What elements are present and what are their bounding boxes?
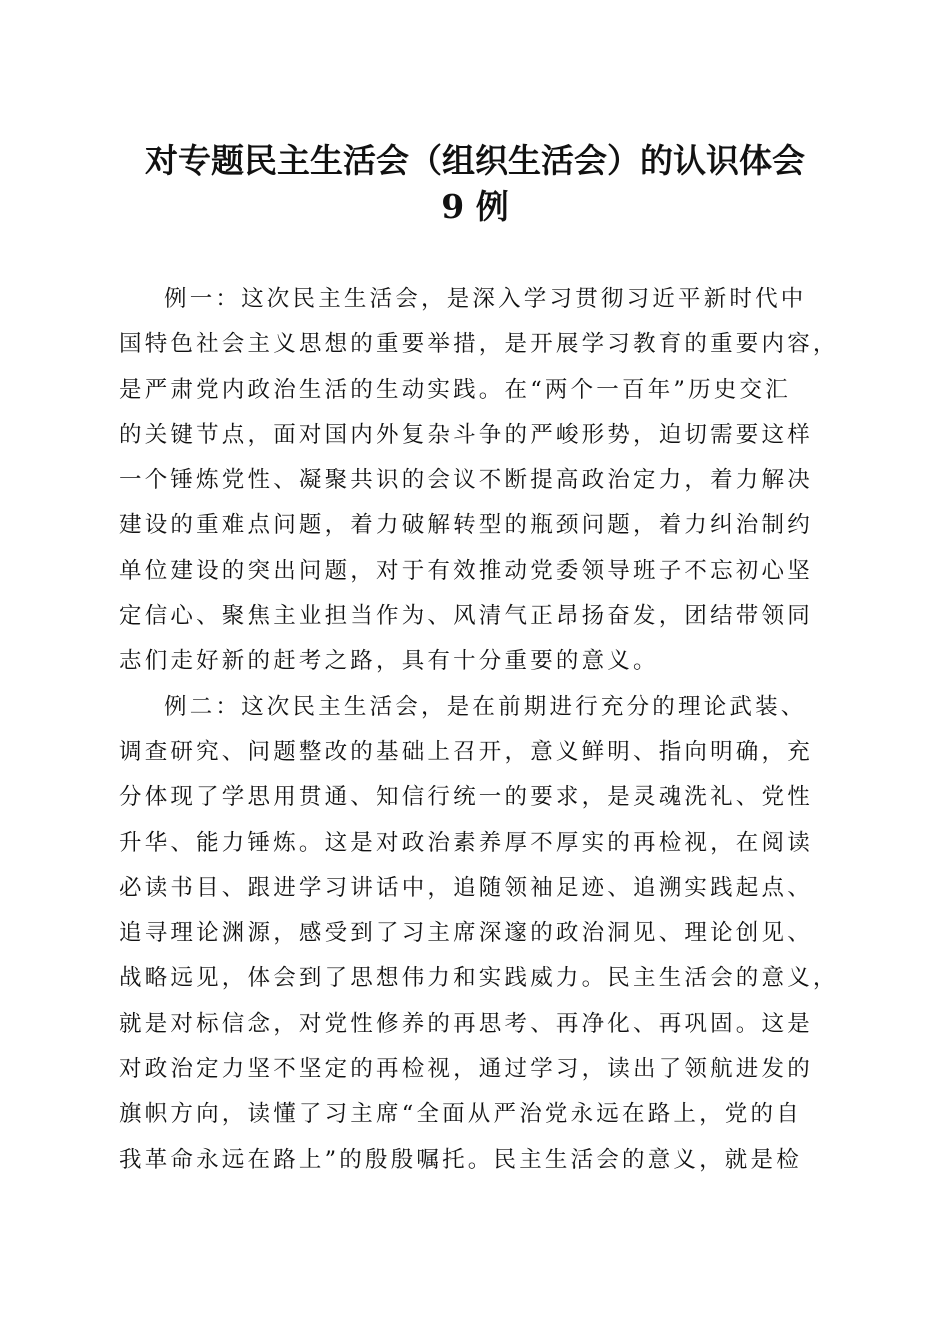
paragraph-example-1 [119,277,839,685]
title-line-1: 对专题民主生活会（组织生活会）的认识体会 [145,141,805,180]
paragraph-line: 是严肃党内政治生活的生动实践。在“两个一百年”历史交汇 [119,376,791,403]
paragraph-line: 战略远见，体会到了思想伟力和实践威力。民主生活会的意义， [119,965,839,992]
paragraph-example-2 [119,685,839,1183]
paragraph-line: 定信心、聚焦主业担当作为、风清气正昂扬奋发，团结带领同 [119,603,813,630]
paragraph-line: 我革命永远在路上”的殷殷嘱托。民主生活会的意义，就是检 [119,1146,802,1173]
paragraph-line: 对政治定力坚不坚定的再检视，通过学习，读出了领航进发的 [119,1056,813,1083]
paragraph-line: 追寻理论渊源，感受到了习主席深邃的政治洞见、理论创见、 [119,920,813,947]
paragraph-line: 单位建设的突出问题，对于有效推动党委领导班子不忘初心坚 [119,557,813,584]
paragraph-line: 建设的重难点问题，着力破解转型的瓶颈问题，着力纠治制约 [119,512,813,539]
paragraph-line: 就是对标信念，对党性修养的再思考、再净化、再巩固。这是 [119,1010,813,1037]
paragraph-line: 旗帜方向，读懂了习主席“全面从严治党永远在路上，党的自 [119,1101,802,1128]
paragraph-line: 调查研究、问题整改的基础上召开，意义鲜明、指向明确，充 [119,738,813,765]
paragraph-line: 分体现了学思用贯通、知信行统一的要求，是灵魂洗礼、党性 [119,784,813,811]
document-body [119,277,839,1183]
paragraph-line: 志们走好新的赶考之路，具有十分重要的意义。 [119,648,659,675]
paragraph-line: 必读书目、跟进学习讲话中，追随领袖足迹、追溯实践起点、 [119,874,813,901]
paragraph-line: 的关键节点，面对国内外复杂斗争的严峻形势，迫切需要这样 [119,421,813,448]
paragraph-line: 国特色社会主义思想的重要举措，是开展学习教育的重要内容， [119,331,839,358]
paragraph-line: 例一：这次民主生活会，是深入学习贯彻习近平新时代中 [164,286,807,312]
paragraph-line: 升华、能力锤炼。这是对政治素养厚不厚实的再检视，在阅读 [119,829,813,856]
paragraph-line: 一个锤炼党性、凝聚共识的会议不断提高政治定力，着力解决 [119,467,813,494]
paragraph-line: 例二：这次民主生活会，是在前期进行充分的理论武装、 [164,693,807,720]
title-line-2: 9 例 [441,187,509,226]
document-title [100,138,850,230]
